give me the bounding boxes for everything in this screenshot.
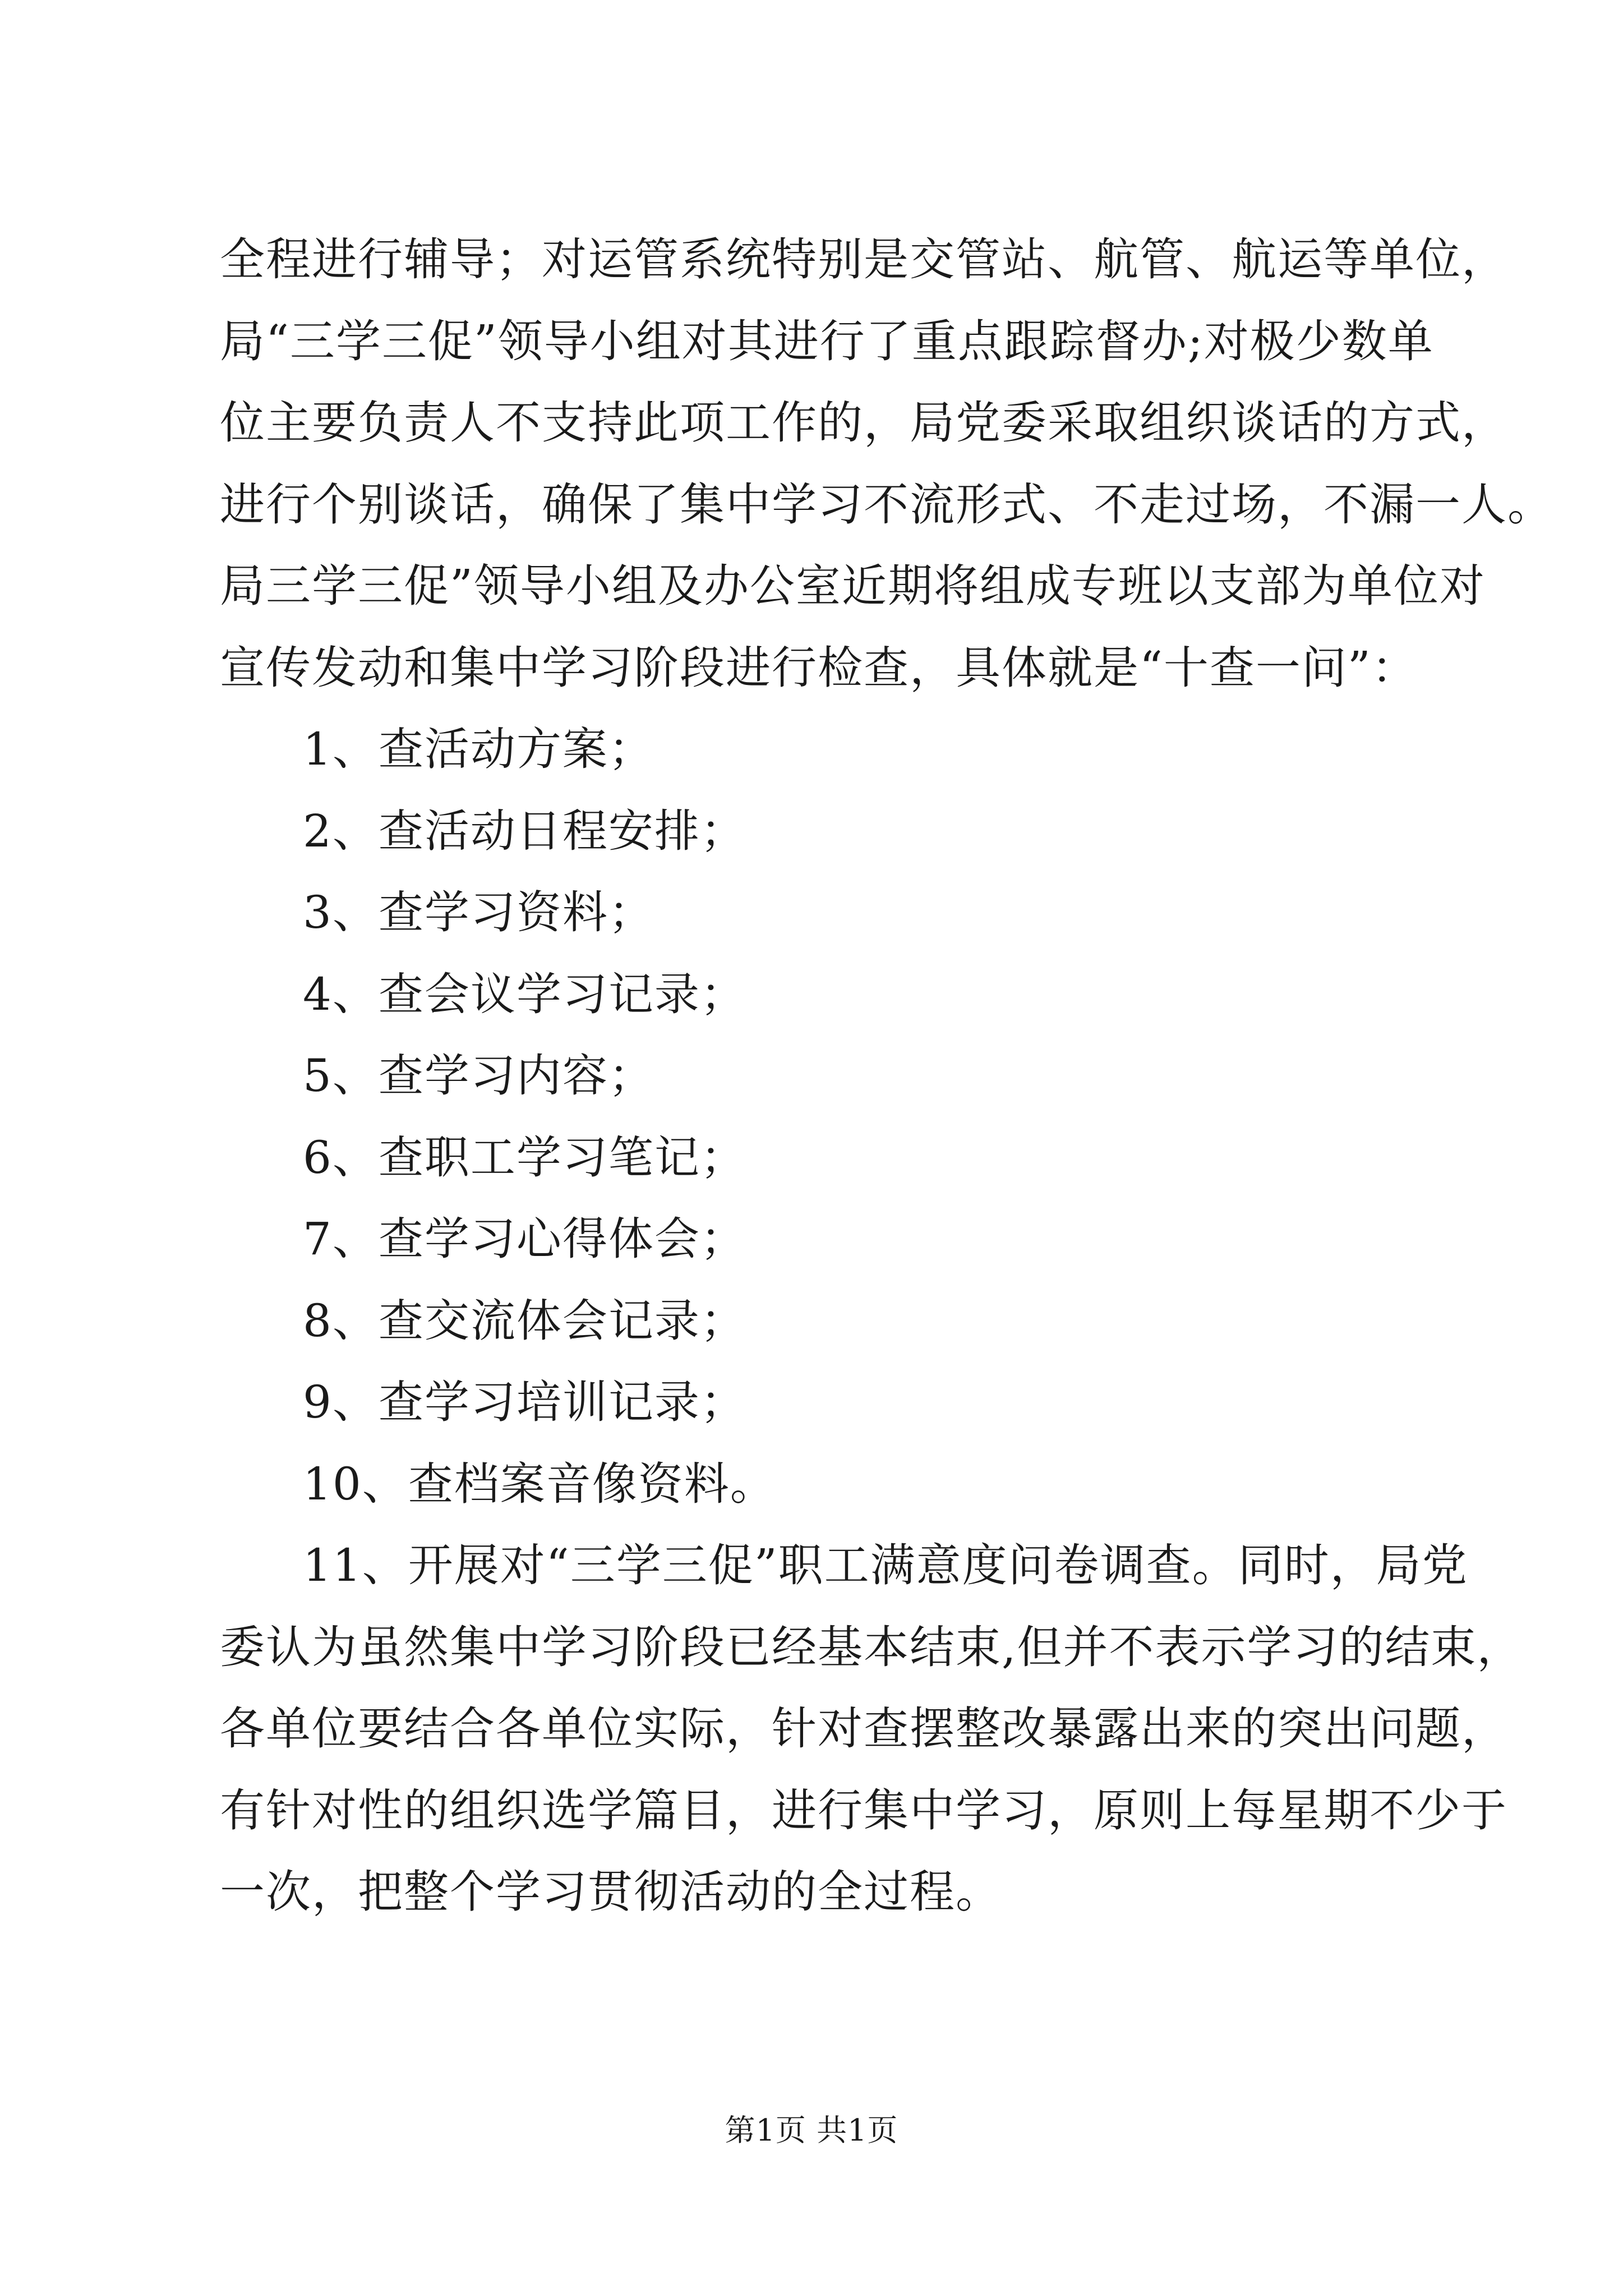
list-item: 3、查学习资料； [303,886,654,938]
paragraph-line: 进行个别谈话，确保了集中学习不流形式、不走过场，不漏一人。 [220,478,1553,531]
list-item: 10、查档案音像资料。 [303,1457,776,1510]
list-item: 8、查交流体会记录； [303,1294,746,1347]
page-indicator: 第1页 共1页 [725,2113,898,2148]
list-item: 2、查活动日程安排； [303,804,746,857]
paragraph-line: 宣传发动和集中学习阶段进行检查，具体就是“十查一问”： [220,641,1418,694]
list-item: 1、查活动方案； [303,723,654,775]
paragraph-line: 各单位要结合各单位实际，针对查摆整改暴露出来的突出问题， [220,1703,1507,1755]
paragraph-line: 全程进行辅导；对运管系统特别是交管站、航管、航运等单位， [220,233,1507,286]
paragraph-line: 11、开展对“三学三促”职工满意度问卷调查。同时，局党 [303,1539,1468,1591]
paragraph-line: 一次，把整个学习贯彻活动的全过程。 [220,1866,1002,1918]
list-item: 9、查学习培训记录； [303,1376,746,1428]
list-item: 7、查学习心得体会； [303,1213,746,1265]
paragraph-line: 局“三学三促”领导小组对其进行了重点跟踪督办;对极少数单 [220,315,1434,367]
paragraph-line: 位主要负责人不支持此项工作的，局党委采取组织谈话的方式， [220,397,1507,449]
list-item: 4、查会议学习记录； [303,968,746,1020]
list-item: 5、查学习内容； [303,1050,654,1102]
page-footer [0,2106,1623,2150]
paragraph-line: 局三学三促”领导小组及办公室近期将组成专班以支部为单位对 [220,560,1486,612]
list-item: 6、查职工学习笔记； [303,1131,746,1184]
paragraph-line: 有针对性的组织选学篇目，进行集中学习，原则上每星期不少于 [220,1784,1507,1837]
document-body [220,219,1553,1933]
paragraph-line: 委认为虽然集中学习阶段已经基本结束,但并不表示学习的结束， [220,1621,1523,1673]
